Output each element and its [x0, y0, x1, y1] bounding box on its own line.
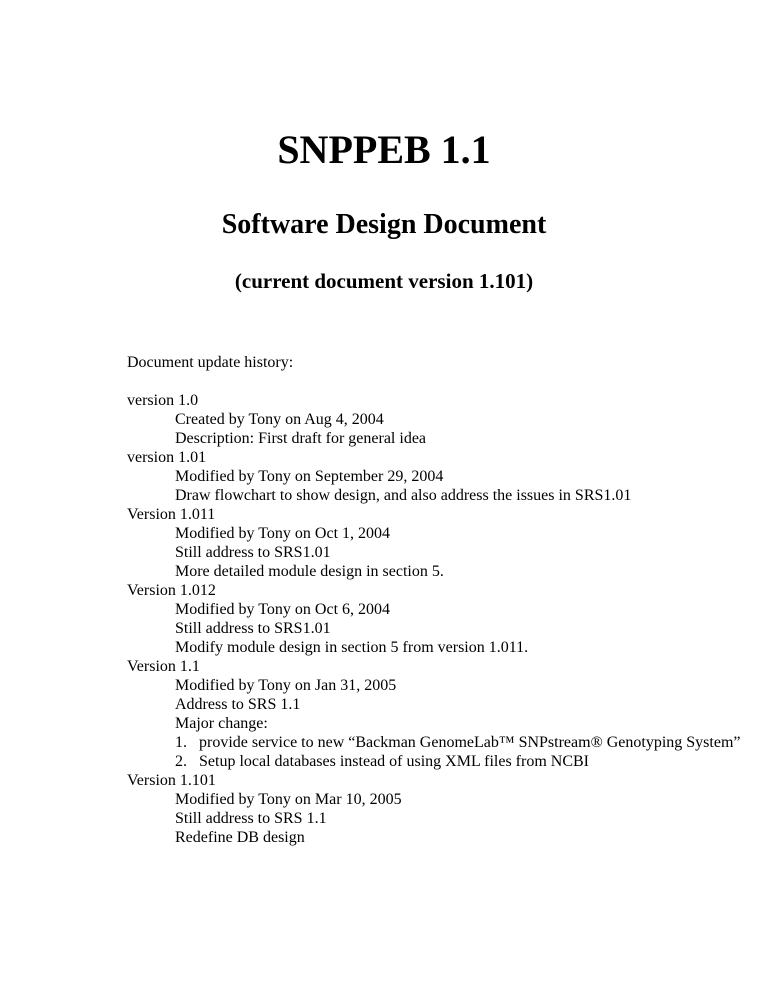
numbered-item: [127, 733, 747, 752]
version-heading: version 1.0: [127, 392, 199, 409]
version-heading: Version 1.011: [127, 506, 216, 523]
history-line: Modified by Tony on Oct 1, 2004: [175, 525, 391, 542]
history-line: Still address to SRS1.01: [175, 620, 331, 637]
history-entry-1-101: [127, 771, 747, 847]
history-line: Modified by Tony on September 29, 2004: [175, 468, 444, 485]
version-heading: Version 1.012: [127, 582, 216, 599]
history-line: Modified by Tony on Oct 6, 2004: [175, 601, 391, 618]
history-line: Draw flowchart to show design, and also address the issues in SRS1.01: [175, 487, 632, 504]
history-entry-1-012: [127, 581, 747, 657]
document-title: SNPPEB 1.1: [277, 127, 491, 172]
history-entry-1-01: [127, 448, 747, 505]
item-text: Setup local databases instead of using XML files from NCBI: [199, 753, 589, 770]
history-line: Still address to SRS1.01: [175, 544, 331, 561]
history-line: Created by Tony on Aug 4, 2004: [175, 411, 384, 428]
history-entry-1-011: [127, 505, 747, 581]
history-line: Modify module design in section 5 from version 1.011.: [175, 639, 529, 656]
history-entry-1-1: [127, 657, 747, 771]
version-heading: version 1.01: [127, 449, 207, 466]
history-line: Modified by Tony on Mar 10, 2005: [175, 791, 402, 808]
document-version-note: (current document version 1.101): [234, 269, 534, 293]
history-line: Redefine DB design: [175, 829, 305, 846]
history-line: More detailed module design in section 5.: [175, 563, 444, 580]
history-line: Description: First draft for general idea: [175, 430, 427, 447]
item-number: 2.: [175, 753, 187, 770]
item-text: provide service to new “Backman GenomeLab™ SNPstream® Genotyping System”: [199, 734, 741, 751]
document-subtitle: Software Design Document: [221, 209, 547, 240]
update-history: [127, 353, 747, 847]
history-line: Major change:: [175, 715, 268, 732]
history-line: Still address to SRS 1.1: [175, 810, 327, 827]
version-heading: Version 1.101: [127, 772, 216, 789]
history-line: Address to SRS 1.1: [175, 696, 301, 713]
history-entry-1-0: [127, 391, 747, 448]
history-line: Modified by Tony on Jan 31, 2005: [175, 677, 397, 694]
item-number: 1.: [175, 734, 187, 751]
numbered-item: [127, 752, 747, 771]
history-label: Document update history:: [127, 354, 294, 371]
version-heading: Version 1.1: [127, 658, 200, 675]
